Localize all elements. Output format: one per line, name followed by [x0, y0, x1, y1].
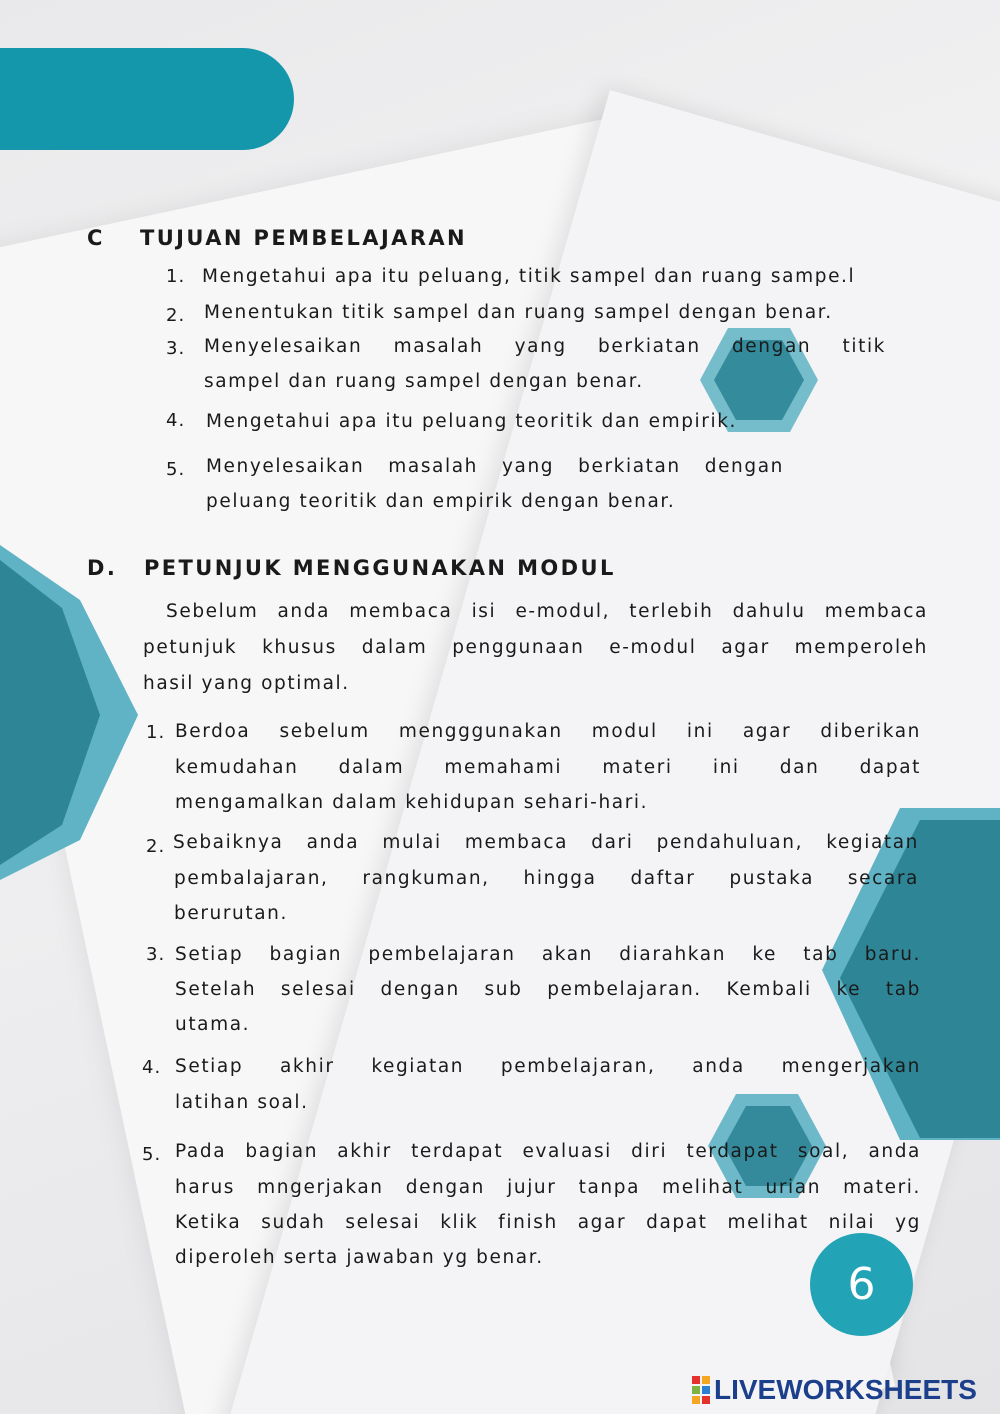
instruction-line: Berdoa sebelum mengggunakan modul ini agar diberikan	[175, 721, 921, 742]
page-number-badge	[810, 1233, 913, 1336]
instruction-line: berurutan.	[174, 903, 288, 924]
header-tab-decoration	[0, 48, 294, 150]
section-d-letter: D.	[87, 556, 118, 580]
instruction-line: diperoleh serta jawaban yg benar.	[175, 1247, 544, 1268]
objective-number: 4.	[166, 410, 186, 431]
instruction-line: mengamalkan dalam kehidupan sehari-hari.	[175, 792, 649, 813]
instruction-line: pembalajaran, rangkuman, hingga daftar pustaka secara	[174, 868, 919, 889]
instruction-number: 5.	[142, 1144, 162, 1165]
instruction-line: kemudahan dalam memahami materi ini dan dapat	[175, 757, 921, 778]
instruction-line: latihan soal.	[175, 1092, 309, 1113]
instruction-line: Sebaiknya anda mulai membaca dari pendahuluan, kegiatan	[173, 832, 919, 853]
intro-line: petunjuk khusus dalam penggunaan e-modul agar memperoleh	[143, 637, 928, 658]
instruction-number: 4.	[142, 1057, 162, 1078]
instruction-number: 1.	[146, 722, 166, 743]
section-c-letter: C	[87, 226, 105, 250]
objective-line: peluang teoritik dan empirik dengan benar.	[206, 491, 676, 512]
instruction-line: Setiap akhir kegiatan pembelajaran, anda mengerjakan	[175, 1056, 921, 1077]
objective-number: 5.	[166, 459, 186, 480]
instruction-number: 3.	[146, 944, 166, 965]
instruction-number: 2.	[146, 836, 166, 857]
liveworksheets-logo-icon	[692, 1376, 710, 1404]
section-c-title: TUJUAN PEMBELAJARAN	[140, 226, 468, 250]
instruction-line: Setelah selesai dengan sub pembelajaran. Kembali ke tab	[175, 979, 921, 1000]
hexagon-decoration-left	[0, 540, 140, 880]
instruction-line: Setiap bagian pembelajaran akan diarahkan ke tab baru.	[175, 944, 921, 965]
objective-line: Mengetahui apa itu peluang teoritik dan empirik.	[206, 411, 738, 432]
objective-line: Menyelesaikan masalah yang berkiatan dengan	[206, 456, 784, 477]
intro-line: hasil yang optimal.	[143, 673, 350, 694]
intro-line: Sebelum anda membaca isi e-modul, terlebih dahulu membaca	[166, 601, 928, 622]
watermark-text: LIVEWORKSHEETS	[714, 1374, 977, 1405]
instruction-line: Pada bagian akhir terdapat evaluasi diri terdapat soal, anda	[175, 1141, 921, 1162]
instruction-line: harus mngerjakan dengan jujur tanpa melihat urian materi.	[175, 1177, 921, 1198]
objective-number: 2.	[166, 305, 186, 326]
instruction-line: utama.	[175, 1014, 251, 1035]
objective-line: Menentukan titik sampel dan ruang sampel dengan benar.	[204, 302, 833, 323]
section-d-title: PETUNJUK MENGGUNAKAN MODUL	[144, 556, 616, 580]
instruction-line: Ketika sudah selesai klik finish agar dapat melihat nilai yg	[175, 1212, 921, 1233]
objective-number: 3.	[166, 338, 186, 359]
objective-number: 1.	[166, 266, 186, 287]
objective-line: Menyelesaikan masalah yang berkiatan dengan titik	[204, 336, 886, 357]
liveworksheets-watermark[interactable]	[692, 1374, 977, 1406]
objective-line: Mengetahui apa itu peluang, titik sampel dan ruang sampe.l	[202, 266, 856, 287]
objective-line: sampel dan ruang sampel dengan benar.	[204, 371, 644, 392]
page-number: 6	[847, 1259, 876, 1310]
